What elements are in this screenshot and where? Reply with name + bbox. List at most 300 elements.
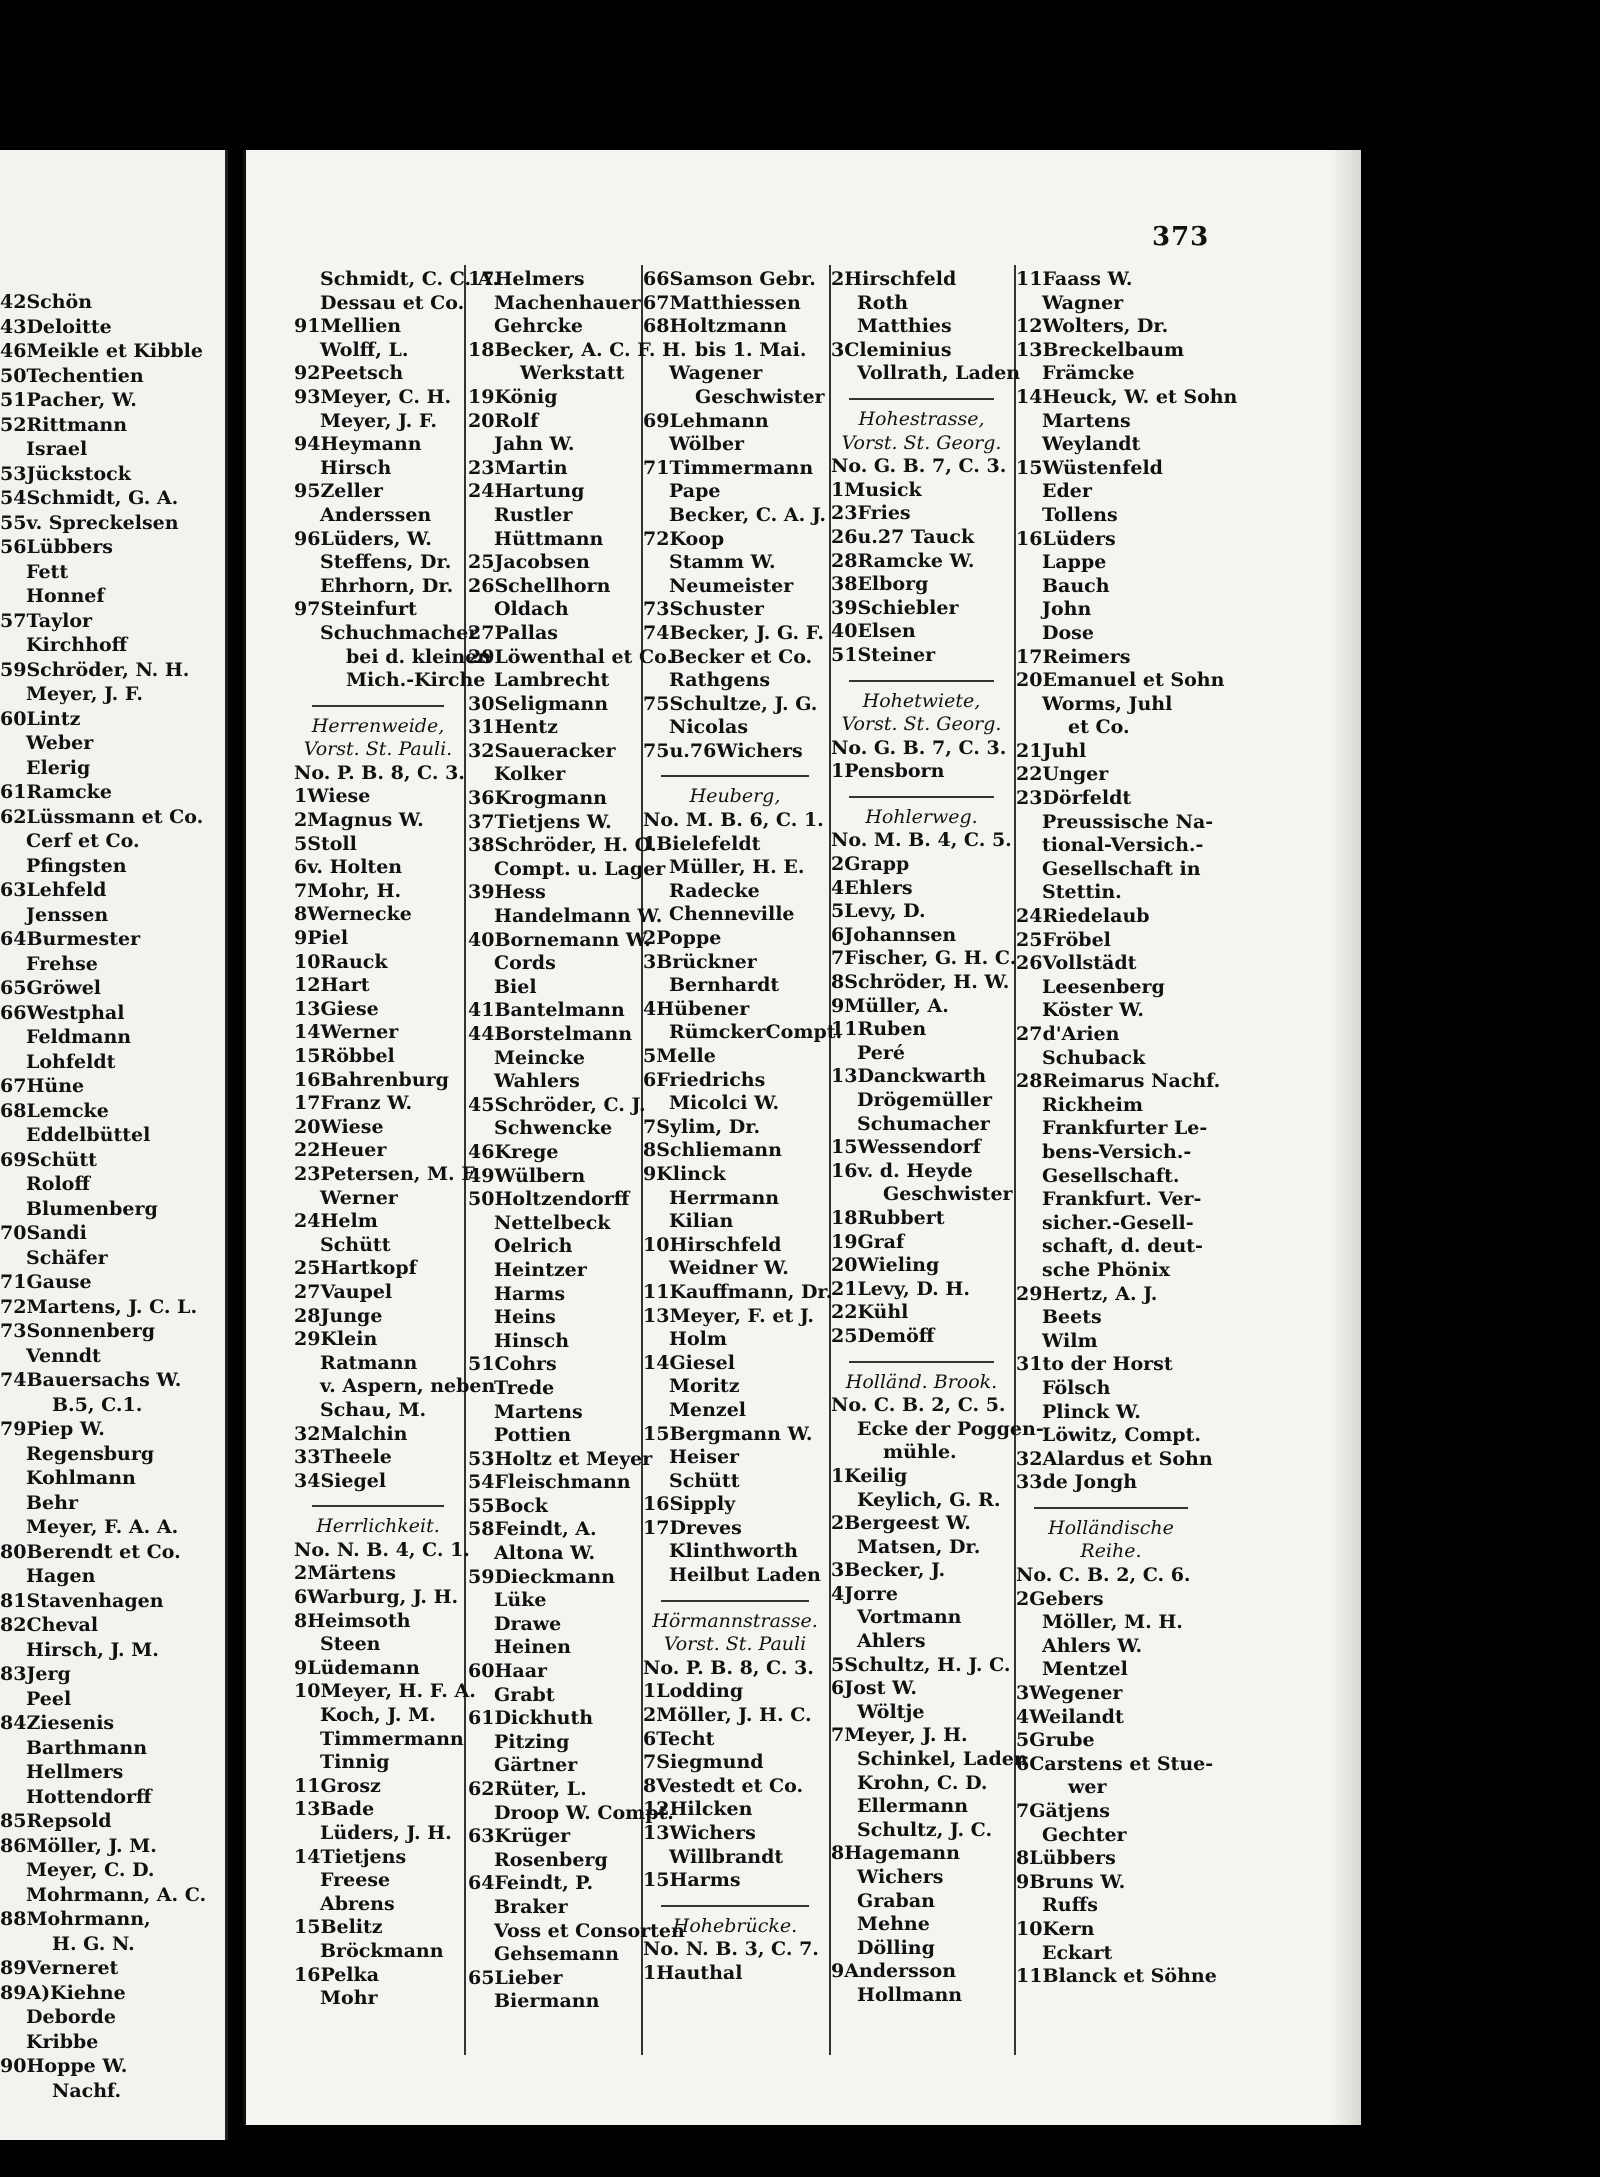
directory-entry: 2Bergeest W. — [831, 1512, 971, 1535]
directory-entry: 1Pensborn — [831, 760, 945, 783]
directory-entry: Geschwister — [883, 1183, 1013, 1206]
directory-entry: 42Schön — [0, 291, 93, 313]
directory-entry: Heintzer — [494, 1258, 587, 1281]
directory-entry: Meincke — [494, 1046, 585, 1069]
directory-entry: Drögemüller — [857, 1089, 992, 1111]
directory-entry: Altona W. — [494, 1542, 596, 1565]
directory-entry: No. G. B. 7, C. 3. — [831, 455, 1007, 478]
directory-entry: Bröckmann — [320, 1939, 444, 1962]
directory-entry: 80Berendt et Co. — [0, 1540, 181, 1563]
directory-entry: 4Jorre — [831, 1582, 898, 1605]
directory-entry: Weylandt — [1042, 433, 1141, 456]
directory-entry: 5Melle — [643, 1045, 716, 1067]
directory-entry: Hirsch — [320, 456, 392, 479]
page-number: 373 — [1152, 222, 1210, 252]
directory-entry: 74Bauersachs W. — [0, 1369, 182, 1391]
directory-entry: 7Siegmund — [643, 1751, 764, 1774]
directory-entry: 13Bade — [294, 1798, 375, 1821]
directory-entry: 1Keilig — [831, 1464, 908, 1487]
directory-entry: 13Meyer, F. et J. — [643, 1304, 814, 1327]
directory-entry: 55v. Spreckelsen — [0, 511, 179, 534]
directory-entry: 23Martin — [468, 456, 568, 479]
directory-entry: 7Fischer, G. H. C. — [831, 947, 1017, 970]
section-rule — [312, 705, 444, 707]
directory-entry: 17Franz W. — [294, 1092, 413, 1115]
directory-entry: 20Rolf — [468, 409, 539, 432]
directory-entry: Willbrandt — [669, 1845, 784, 1868]
directory-entry: 1Wiese — [294, 785, 371, 808]
directory-entry: 32Malchin — [294, 1422, 408, 1445]
directory-entry: Feldmann — [26, 1026, 132, 1048]
directory-entry: 50Techentien — [0, 364, 144, 387]
directory-entry: Weber — [26, 732, 94, 754]
directory-entry: 10Rauck — [294, 950, 388, 973]
directory-entry: 6Carstens et Stue- — [1016, 1752, 1214, 1775]
directory-entry: 9Piel — [294, 927, 349, 950]
directory-entry: 65Lieber — [468, 1966, 563, 1989]
directory-entry: Roth — [857, 291, 909, 314]
directory-entry: 70Sandi — [0, 1222, 87, 1244]
directory-entry: 16Lüders — [1016, 527, 1116, 550]
directory-entry: 25Jacobsen — [468, 551, 590, 574]
directory-entry: 51Steiner — [831, 643, 936, 666]
directory-entry: Compt. u. Lager — [494, 857, 666, 880]
directory-entry: Barthmann — [26, 1736, 148, 1759]
directory-entry: Braker — [494, 1895, 568, 1918]
directory-entry: 2Märtens — [294, 1562, 396, 1585]
directory-entry: tional-Versich.- — [1042, 834, 1204, 857]
directory-entry: 1Bielefeldt — [643, 832, 761, 855]
directory-entry: 7Meyer, J. H. — [831, 1724, 968, 1747]
directory-entry: 23Petersen, M. F. — [294, 1162, 480, 1185]
directory-entry: Schultz, J. C. — [857, 1818, 993, 1841]
directory-entry: Mohrmann, A. C. — [26, 1883, 207, 1906]
directory-entry: Kohlmann — [26, 1467, 136, 1489]
directory-entry: Holm — [669, 1328, 727, 1351]
directory-entry: 63Lehfeld — [0, 879, 107, 901]
directory-entry: Bauch — [1042, 574, 1110, 597]
directory-entry: Klinthworth — [669, 1540, 798, 1563]
directory-entry: 18Rubbert — [831, 1206, 945, 1229]
directory-entry: Deborde — [26, 2006, 116, 2028]
directory-entry: 14Werner — [294, 1021, 399, 1044]
directory-column-1 — [294, 268, 500, 2011]
directory-entry: Becker et Co. — [669, 645, 813, 668]
directory-entry: Fölsch — [1042, 1376, 1111, 1399]
directory-entry: Keylich, G. R. — [857, 1488, 1001, 1511]
directory-entry: 1Musick — [831, 478, 922, 501]
directory-entry: 2Poppe — [643, 927, 722, 950]
left-page — [0, 150, 228, 2140]
directory-entry: 6v. Holten — [294, 856, 403, 879]
directory-entry: Mohr — [320, 1987, 378, 2010]
directory-entry: 7Gätjens — [1016, 1800, 1111, 1822]
directory-entry: Honnef — [26, 585, 105, 607]
directory-entry: 94Heymann — [294, 433, 422, 456]
directory-entry: Peré — [857, 1041, 905, 1064]
directory-entry: 74Becker, J. G. F. — [643, 621, 824, 644]
street-heading: Holländische — [1048, 1516, 1174, 1539]
directory-entry: 28Ramcke W. — [831, 549, 975, 572]
directory-entry: 82Cheval — [0, 1614, 99, 1636]
section-rule — [849, 680, 994, 682]
directory-entry: Biel — [494, 975, 537, 998]
directory-entry: Tollens — [1042, 503, 1118, 526]
directory-entry: Stettin. — [1042, 881, 1122, 904]
directory-entry: 81Stavenhagen — [0, 1589, 164, 1612]
directory-entry: 13Giese — [294, 997, 379, 1020]
directory-entry: Schuchmacher — [320, 621, 479, 644]
directory-entry: Werkstatt — [520, 362, 625, 385]
directory-entry: 7Sylim, Dr. — [643, 1115, 761, 1138]
directory-entry: 84Ziesenis — [0, 1712, 115, 1734]
directory-entry: No. M. B. 6, C. 1. — [643, 809, 824, 832]
directory-entry: 15Röbbel — [294, 1045, 395, 1067]
directory-entry: Lappe — [1042, 551, 1107, 574]
directory-entry: Wagener — [669, 362, 763, 385]
directory-entry: Kribbe — [26, 2030, 99, 2053]
directory-entry: 20Wieling — [831, 1254, 940, 1277]
directory-entry: Gehrcke — [494, 315, 583, 338]
directory-entry: Martens — [494, 1400, 583, 1423]
directory-entry: Biermann — [494, 1990, 600, 2013]
directory-entry: 4Weilandt — [1016, 1705, 1124, 1728]
directory-entry: Schau, M. — [320, 1398, 427, 1421]
directory-entry: 64Burmester — [0, 928, 141, 950]
directory-entry: Wolff, L. — [320, 338, 409, 361]
directory-entry: 88Mohrmann, — [0, 1908, 151, 1930]
directory-entry: 72Martens, J. C. L. — [0, 1295, 198, 1318]
right-page — [243, 150, 1361, 2125]
directory-entry: 29Löwenthal et Co. — [468, 645, 674, 668]
street-heading: Hohlerweg. — [865, 805, 978, 828]
directory-entry: 13Breckelbaum — [1016, 338, 1185, 361]
directory-entry: RümckerCompt. — [669, 1021, 843, 1044]
directory-entry: Schütt — [669, 1469, 740, 1492]
directory-entry: bens-Versich.- — [1042, 1140, 1192, 1163]
directory-entry: 12Hart — [294, 974, 370, 997]
directory-entry: Behr — [26, 1491, 78, 1514]
directory-entry: 37Tietjens W. — [468, 810, 612, 833]
directory-entry: 73Schuster — [643, 598, 764, 621]
directory-entry: 90Hoppe W. — [0, 2055, 128, 2077]
directory-entry: 40Bornemann W. — [468, 928, 651, 951]
directory-entry: Müller, H. E. — [669, 856, 805, 879]
directory-entry: Kolker — [494, 763, 566, 786]
directory-entry: Schinkel, Laden — [857, 1748, 1028, 1771]
directory-entry: 12Wolters, Dr. — [1016, 315, 1169, 338]
left-page-column — [0, 290, 220, 2103]
directory-entry: 2Hirschfeld — [831, 268, 957, 290]
section-rule — [849, 398, 994, 400]
directory-entry: 27d'Arien — [1016, 1023, 1120, 1045]
directory-entry: Plinck W. — [1042, 1400, 1141, 1423]
directory-entry: No. G. B. 7, C. 3. — [831, 736, 1007, 759]
directory-entry: 14Giesel — [643, 1351, 735, 1374]
directory-entry: Vortmann — [857, 1606, 962, 1629]
directory-entry: 18Becker, A. C. F. H. — [468, 338, 687, 361]
directory-entry: Venndt — [26, 1344, 101, 1367]
directory-entry: 71Timmermann — [643, 456, 814, 479]
directory-entry: 24Helm — [294, 1210, 378, 1233]
directory-entry: 9Lüdemann — [294, 1656, 420, 1679]
section-rule — [849, 1361, 994, 1363]
directory-entry: Ellermann — [857, 1795, 969, 1818]
directory-entry: 72Koop — [643, 527, 725, 550]
directory-entry: Timmermann — [320, 1727, 464, 1750]
directory-entry: Lambrecht — [494, 669, 610, 692]
directory-entry: 34Siegel — [294, 1469, 387, 1492]
directory-entry: Matsen, Dr. — [857, 1535, 981, 1558]
directory-entry: Ratmann — [320, 1351, 418, 1374]
directory-entry: Rathgens — [669, 669, 771, 692]
directory-entry: Rickheim — [1042, 1093, 1143, 1116]
directory-entry: 3Wegener — [1016, 1682, 1123, 1705]
directory-entry: sche Phönix — [1042, 1258, 1170, 1281]
street-heading: Herrenweide, — [311, 714, 445, 737]
directory-entry: Harms — [494, 1282, 566, 1305]
directory-entry: 6Friedrichs — [643, 1068, 766, 1091]
directory-entry: Steen — [320, 1633, 381, 1656]
directory-entry: Neumeister — [669, 574, 794, 597]
directory-column-4 — [831, 268, 1044, 2008]
street-heading: Heuberg, — [689, 785, 781, 808]
directory-entry: v. Aspern, neben — [320, 1375, 496, 1398]
directory-entry: 68Holtzmann — [643, 315, 787, 338]
directory-entry: 41Bantelmann — [468, 999, 625, 1022]
directory-entry: 6Jost W. — [831, 1677, 917, 1700]
directory-entry: Voss et Consorten — [494, 1919, 685, 1942]
directory-entry: 44Borstelmann — [468, 1023, 633, 1045]
directory-entry: Roloff — [26, 1173, 90, 1195]
directory-entry: 22Kühl — [831, 1301, 909, 1324]
directory-entry: 43Deloitte — [0, 315, 112, 338]
directory-entry: 2Grapp — [831, 853, 910, 876]
directory-entry: No. N. B. 3, C. 7. — [643, 1938, 819, 1961]
street-heading: Hohestrasse, — [858, 407, 985, 430]
directory-entry: Köster W. — [1042, 999, 1144, 1022]
directory-entry: Grabt — [494, 1683, 555, 1706]
directory-entry: 12Hilcken — [643, 1798, 753, 1821]
directory-entry: Frehse — [26, 952, 98, 975]
directory-entry: 71Gause — [0, 1271, 92, 1293]
directory-entry: 40Elsen — [831, 620, 916, 643]
directory-entry: 29Klein — [294, 1328, 378, 1351]
directory-entry: Schäfer — [26, 1246, 108, 1269]
street-heading: Vorst. St. Georg. — [841, 431, 1002, 454]
directory-entry: 3Brückner — [643, 950, 757, 973]
directory-entry: Mentzel — [1042, 1658, 1128, 1681]
directory-entry: 4Hübener — [643, 997, 750, 1020]
directory-entry: Cerf et Co. — [26, 830, 140, 852]
directory-entry: Kilian — [669, 1210, 734, 1233]
directory-entry: Hollmann — [857, 1983, 963, 2006]
directory-entry: Meyer, F. A. A. — [26, 1516, 179, 1538]
directory-entry: 15Wüstenfeld — [1016, 456, 1163, 479]
directory-entry: Hellmers — [26, 1761, 124, 1783]
directory-entry: 79Piep W. — [0, 1418, 105, 1440]
directory-entry: 46Meikle et Kibble — [0, 340, 203, 362]
directory-entry: Ehrhorn, Dr. — [320, 574, 454, 597]
directory-entry: Frankfurter Le- — [1042, 1117, 1208, 1140]
directory-entry: 9Müller, A. — [831, 994, 949, 1017]
directory-entry: 3Cleminius — [831, 338, 952, 361]
directory-entry: Hüttmann — [494, 527, 604, 550]
directory-entry: Lohfeldt — [26, 1050, 116, 1073]
directory-entry: 25Hartkopf — [294, 1257, 417, 1280]
street-heading: Hohetwiete, — [862, 689, 981, 712]
directory-entry: 21Juhl — [1016, 739, 1087, 762]
street-heading: Reihe. — [1080, 1540, 1142, 1563]
directory-entry: 52Rittmann — [0, 413, 128, 436]
directory-entry: Wöltje — [857, 1700, 925, 1723]
directory-entry: Koch, J. M. — [320, 1704, 436, 1727]
directory-entry: Pottien — [494, 1424, 572, 1447]
directory-entry: 17Dreves — [643, 1516, 742, 1539]
directory-entry: Krohn, C. D. — [857, 1771, 988, 1794]
directory-entry: Beets — [1042, 1306, 1102, 1329]
directory-entry: 11Kauffmann, Dr. — [643, 1280, 833, 1303]
section-rule — [661, 1600, 809, 1602]
directory-entry: Peel — [26, 1687, 72, 1710]
directory-entry: 1Lodding — [643, 1680, 744, 1703]
directory-entry: 60Lintz — [0, 707, 81, 730]
directory-entry: Gärtner — [494, 1754, 578, 1777]
directory-entry: 17Reimers — [1016, 645, 1131, 668]
directory-entry: 24Riedelaub — [1016, 905, 1150, 928]
directory-entry: schaft, d. deut- — [1042, 1235, 1203, 1258]
directory-entry: Främcke — [1042, 362, 1135, 385]
directory-entry: 8Lübbers — [1016, 1847, 1116, 1870]
directory-entry: 8Schröder, H. W. — [831, 971, 1010, 994]
directory-entry: Cords — [494, 952, 556, 975]
directory-entry: 28Junge — [294, 1304, 383, 1327]
directory-entry: 57Taylor — [0, 609, 93, 632]
street-heading: Herrlichkeit. — [316, 1515, 440, 1538]
directory-entry: 10Hirschfeld — [643, 1233, 782, 1256]
directory-entry: Gesellschaft in — [1042, 857, 1201, 880]
directory-entry: Chenneville — [669, 903, 795, 926]
directory-entry: John — [1042, 598, 1092, 621]
directory-entry: Meyer, C. D. — [26, 1859, 155, 1881]
directory-entry: 26u.27 Tauck — [831, 525, 975, 548]
directory-entry: Machenhauer — [494, 291, 641, 314]
directory-entry: Rustler — [494, 503, 573, 526]
section-rule — [849, 796, 994, 798]
directory-entry: et Co. — [1068, 716, 1130, 739]
directory-entry: Löwitz, Compt. — [1042, 1424, 1201, 1447]
directory-entry: Steffens, Dr. — [320, 551, 452, 574]
directory-entry: 39Hess — [468, 881, 546, 904]
directory-entry: 61Dickhuth — [468, 1707, 594, 1730]
directory-entry: Becker, C. A. J. — [669, 503, 826, 526]
directory-entry: 2Gebers — [1016, 1587, 1104, 1610]
directory-entry: 3Becker, J. — [831, 1559, 946, 1582]
directory-entry: 27Vaupel — [294, 1280, 393, 1303]
directory-entry: bei d. kleinen — [346, 645, 492, 668]
directory-entry: 23Dörfeldt — [1016, 787, 1132, 810]
directory-entry: 9Klinck — [643, 1162, 726, 1185]
directory-entry: wer — [1068, 1776, 1107, 1799]
directory-entry: Lüders, J. H. — [320, 1822, 452, 1844]
directory-entry: Heilbut Laden — [669, 1564, 821, 1587]
directory-entry: 56Lübbers — [0, 536, 113, 558]
street-heading: Holländ. Brook. — [845, 1370, 998, 1393]
directory-entry: 50Holtzendorff — [468, 1188, 630, 1211]
directory-entry: 69Lehmann — [643, 409, 769, 432]
directory-entry: Drawe — [494, 1612, 562, 1635]
directory-entry: Freese — [320, 1869, 391, 1892]
directory-entry: Jahn W. — [494, 433, 575, 456]
directory-entry: 31to der Horst — [1016, 1353, 1173, 1376]
directory-entry: Eder — [1042, 480, 1092, 503]
directory-entry: Fett — [26, 560, 69, 583]
directory-entry: Hirsch, J. M. — [26, 1638, 159, 1661]
directory-entry: 6Johannsen — [831, 923, 957, 946]
section-rule — [661, 775, 809, 777]
directory-entry: 66Westphal — [0, 1001, 125, 1024]
directory-entry: 67Hüne — [0, 1075, 85, 1097]
directory-entry: 83Jerg — [0, 1663, 71, 1685]
directory-entry: 62Rüter, L. — [468, 1778, 587, 1800]
directory-entry: 8Wernecke — [294, 903, 412, 926]
directory-entry: Wagner — [1042, 291, 1124, 314]
directory-entry: Schwencke — [494, 1117, 613, 1140]
directory-entry: Jenssen — [26, 903, 109, 926]
section-rule — [1034, 1507, 1188, 1509]
directory-entry: 45Schröder, C. J. — [468, 1093, 646, 1116]
directory-column-5 — [1016, 268, 1238, 1989]
directory-entry: Gechter — [1042, 1823, 1127, 1846]
directory-entry: Nettelbeck — [494, 1211, 611, 1234]
directory-entry: Micolci W. — [669, 1092, 780, 1115]
directory-entry: Regensburg — [26, 1442, 155, 1465]
directory-entry: 7Mohr, H. — [294, 879, 402, 902]
directory-entry: Droop W. Compt. — [494, 1801, 674, 1824]
directory-entry: 32Alardus et Sohn — [1016, 1447, 1213, 1470]
directory-entry: 10Kern — [1016, 1917, 1095, 1940]
directory-entry: 38Schröder, H. O. — [468, 834, 657, 857]
directory-entry: 96Lüders, W. — [294, 527, 432, 550]
directory-entry: 5Stoll — [294, 832, 357, 855]
directory-entry: Herrmann — [669, 1186, 780, 1209]
directory-entry: 23Fries — [831, 502, 911, 525]
street-heading: Hörmannstrasse. — [652, 1609, 818, 1632]
directory-entry: Graban — [857, 1889, 935, 1912]
directory-entry: 25Fröbel — [1016, 928, 1111, 951]
street-heading: Vorst. St. Georg. — [841, 713, 1002, 736]
directory-entry: 54Fleischmann — [468, 1471, 631, 1494]
directory-entry: 6Techt — [643, 1727, 715, 1750]
directory-entry: Heins — [494, 1306, 556, 1329]
directory-entry: Moritz — [669, 1375, 740, 1398]
directory-entry: 11Grosz — [294, 1774, 381, 1797]
directory-entry: Martens — [1042, 409, 1131, 432]
directory-entry: 69Schütt — [0, 1148, 97, 1171]
directory-entry: sicher.-Gesell- — [1042, 1211, 1194, 1234]
directory-entry: 49Wülbern — [468, 1164, 586, 1187]
directory-entry: Ruffs — [1042, 1894, 1098, 1917]
directory-entry: 95Zeller — [294, 480, 383, 503]
directory-entry: 28Reimarus Nachf. — [1016, 1070, 1221, 1093]
directory-entry: 68Lemcke — [0, 1099, 109, 1122]
directory-entry: Israel — [26, 438, 88, 460]
directory-entry: Eddelbüttel — [26, 1124, 151, 1146]
directory-entry: Hagen — [26, 1565, 96, 1587]
directory-column-3 — [643, 268, 843, 1986]
directory-entry: 19Graf — [831, 1230, 905, 1253]
directory-entry: No. M. B. 4, C. 5. — [831, 829, 1012, 852]
